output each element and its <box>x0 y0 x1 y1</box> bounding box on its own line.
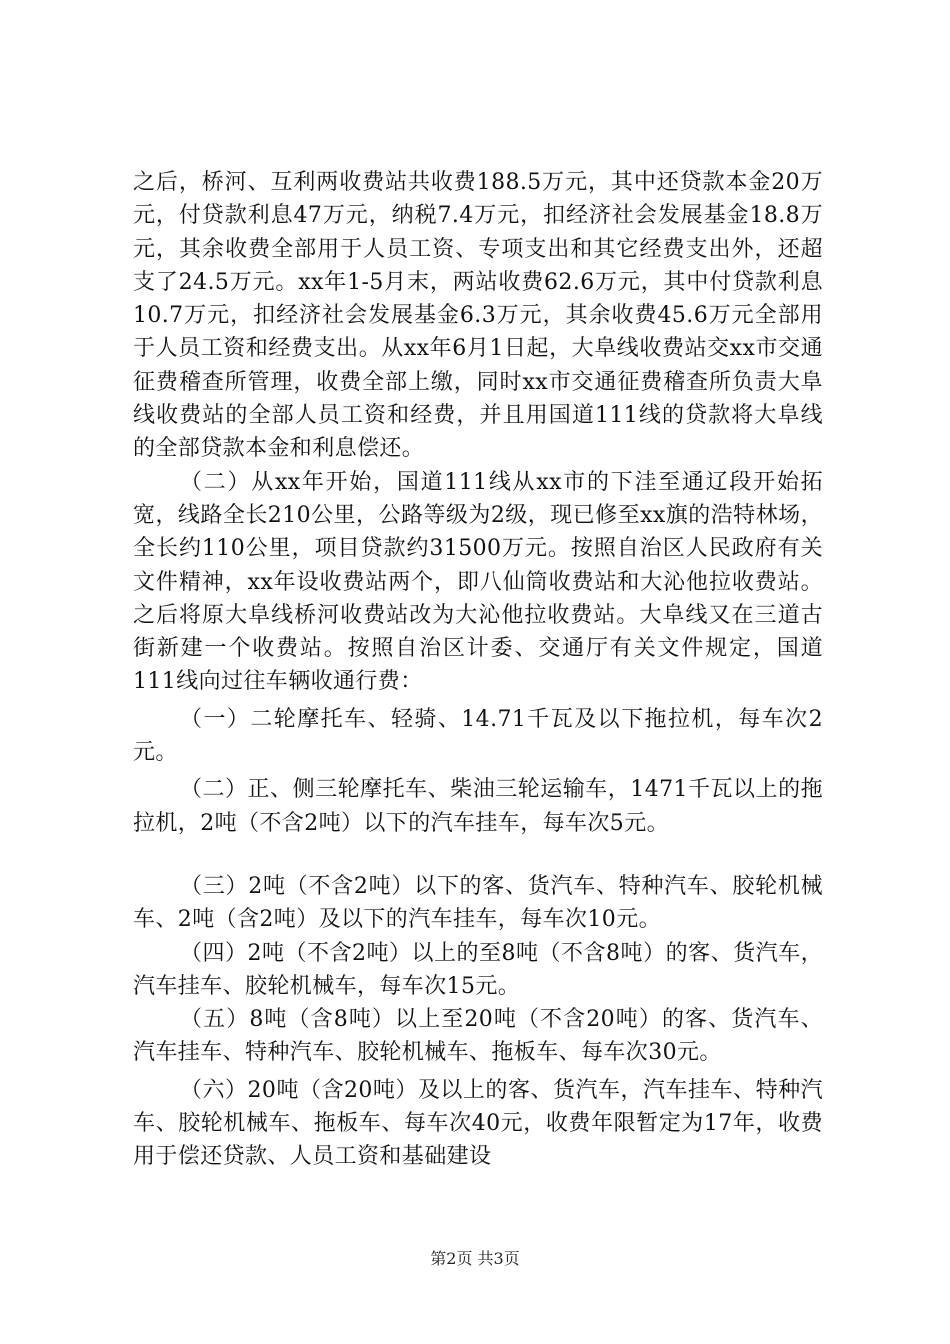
fee-item-5: （五）8吨（含8吨）以上至20吨（不含20吨）的客、货汽车、汽车挂车、特种汽车、胶轮机械车、拖板车、每车次30元。 <box>133 1007 823 1066</box>
page-number-footer: 第2页 共3页 <box>430 1249 520 1268</box>
fee-item-4: （四）2吨（不含2吨）以上的至8吨（不含8吨）的客、货汽车，汽车挂车、胶轮机械车，每车次15元。 <box>133 940 823 999</box>
fee-item-2: （二）正、侧三轮摩托车、柴油三轮运输车，1471千瓦以上的拖拉机，2吨（不含2吨）以下的汽车挂车，每车次5元。 <box>133 777 823 836</box>
fee-item-6: （六）20吨（含20吨）及以上的客、货汽车，汽车挂车、特种汽车、胶轮机械车、拖板车、每车次40元，收费年限暂定为17年，收费用于偿还贷款、人员工资和基础建设 <box>133 1077 823 1170</box>
fee-item-1: （一）二轮摩托车、轻骑、14.71千瓦及以下拖拉机，每车次2元。 <box>133 706 823 766</box>
fee-item-3: （三）2吨（不含2吨）以下的客、货汽车、特种汽车、胶轮机械车、2吨（含2吨）及以下的汽车挂车，每车次10元。 <box>133 873 823 933</box>
paragraph-section-two: （二）从xx年开始，国道111线从xx市的下洼至通辽段开始拓宽，线路全长210公里，公路等级为2级，现已修至xx旗的浩特林场，全长约110公里，项目贷款约31500万元。按照自治区人民政府有关文件精神，xx年设收费站两个，即八仙筒收费站和大沁他拉收费站。之后将原大阜线桥河收费站改为大沁他拉收费站。大阜线又在三道古街新建一个收费站。按照自治区计委、交通厅有关文件规定，国道111线向过往车辆收通行费： <box>133 469 823 695</box>
paragraph-toll-history: 之后，桥河、互利两收费站共收费188.5万元，其中还贷款本金20万元，付贷款利息47万元，纳税7.4万元，扣经济社会发展基金18.8万元，其余收费全部用于人员工资、专项支出和其它经费支出外，还超支了24.5万元。xx年1-5月末，两站收费62.6万元，其中付贷款利息10.7万元，扣经济社会发展基金6.3万元，其余收费45.6万元全部用于人员工资和经费支出。从xx年6月1日起，大阜线收费站交xx市交通征费稽查所管理，收费全部上缴，同时xx市交通征费稽查所负责大阜线收费站的全部人员工资和经费，并且用国道111线的贷款将大阜线的全部贷款本金和利息偿还。 <box>133 170 823 462</box>
document-body <box>133 166 823 1174</box>
